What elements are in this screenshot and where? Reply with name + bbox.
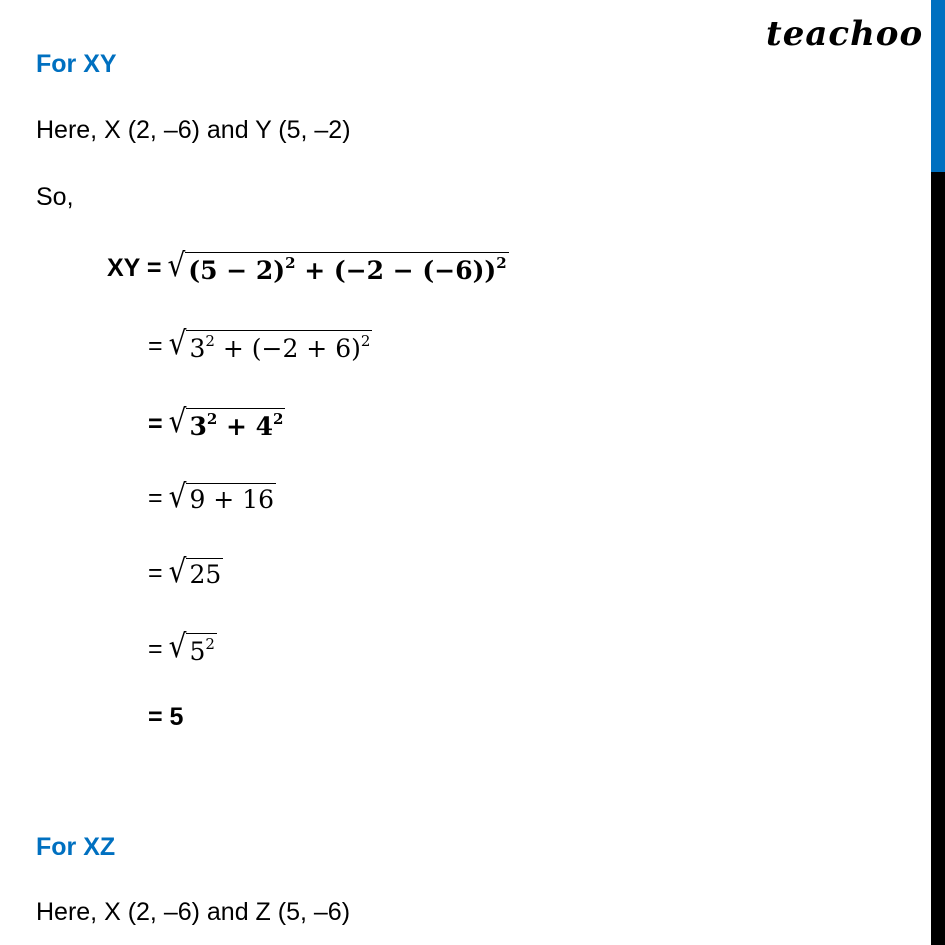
square-root xyxy=(168,402,286,441)
scrollbar[interactable] xyxy=(931,0,945,945)
radicand-term: 3 xyxy=(189,412,207,441)
exponent: 2 xyxy=(360,332,371,350)
exponent: 2 xyxy=(205,635,215,653)
radicand xyxy=(186,408,285,441)
so-text: So, xyxy=(36,183,74,211)
result: = 5 xyxy=(148,703,184,731)
radicand xyxy=(186,330,372,363)
radicand-term: 25 xyxy=(189,560,222,589)
radical-sign-icon: √ xyxy=(167,246,186,285)
exponent: 2 xyxy=(205,332,215,350)
exponent: 2 xyxy=(285,254,296,272)
radical-sign-icon: √ xyxy=(168,627,187,666)
square-root xyxy=(168,627,217,666)
radicand-term: 3 xyxy=(189,334,206,363)
radicand-term: + 4 xyxy=(217,412,274,441)
equation-step xyxy=(148,627,217,666)
square-root xyxy=(168,477,276,516)
radicand xyxy=(186,633,216,666)
equation-prefix: XY = xyxy=(107,253,162,282)
radicand-term: + (−2 + 6) xyxy=(214,334,361,363)
exponent: 2 xyxy=(496,254,507,272)
equation-prefix: = xyxy=(148,483,163,512)
equation-step xyxy=(107,246,509,285)
radical-sign-icon: √ xyxy=(168,552,187,591)
square-root xyxy=(168,552,224,591)
heading-for-xy: For XY xyxy=(36,50,117,78)
equation-step xyxy=(148,477,276,516)
equation-prefix: = xyxy=(148,558,163,587)
equation-step xyxy=(148,552,223,591)
radical-sign-icon: √ xyxy=(168,477,187,516)
radicand-term: + (−2 − (−6)) xyxy=(295,256,497,285)
equation-prefix: = xyxy=(148,331,163,360)
radical-sign-icon: √ xyxy=(168,402,187,441)
square-root xyxy=(168,324,373,363)
equation-step xyxy=(148,402,285,441)
radicand-term: 5 xyxy=(189,637,206,666)
equation-prefix: = xyxy=(148,409,163,438)
teachoo-logo: teachoo xyxy=(766,14,924,54)
radicand xyxy=(185,252,508,285)
given-points-xy: Here, X (2, –6) and Y (5, –2) xyxy=(36,116,351,144)
equation-prefix: = xyxy=(148,634,163,663)
scrollbar-thumb[interactable] xyxy=(931,0,945,172)
heading-for-xz: For XZ xyxy=(36,833,116,861)
exponent: 2 xyxy=(273,410,284,428)
given-points-xz: Here, X (2, –6) and Z (5, –6) xyxy=(36,898,351,926)
radicand xyxy=(186,558,223,589)
radicand-term: 9 + 16 xyxy=(189,485,275,514)
radicand xyxy=(186,483,276,514)
exponent: 2 xyxy=(206,410,218,428)
radical-sign-icon: √ xyxy=(168,324,187,363)
equation-step xyxy=(148,324,372,363)
square-root xyxy=(167,246,508,285)
radicand-term: (5 − 2) xyxy=(188,256,286,285)
